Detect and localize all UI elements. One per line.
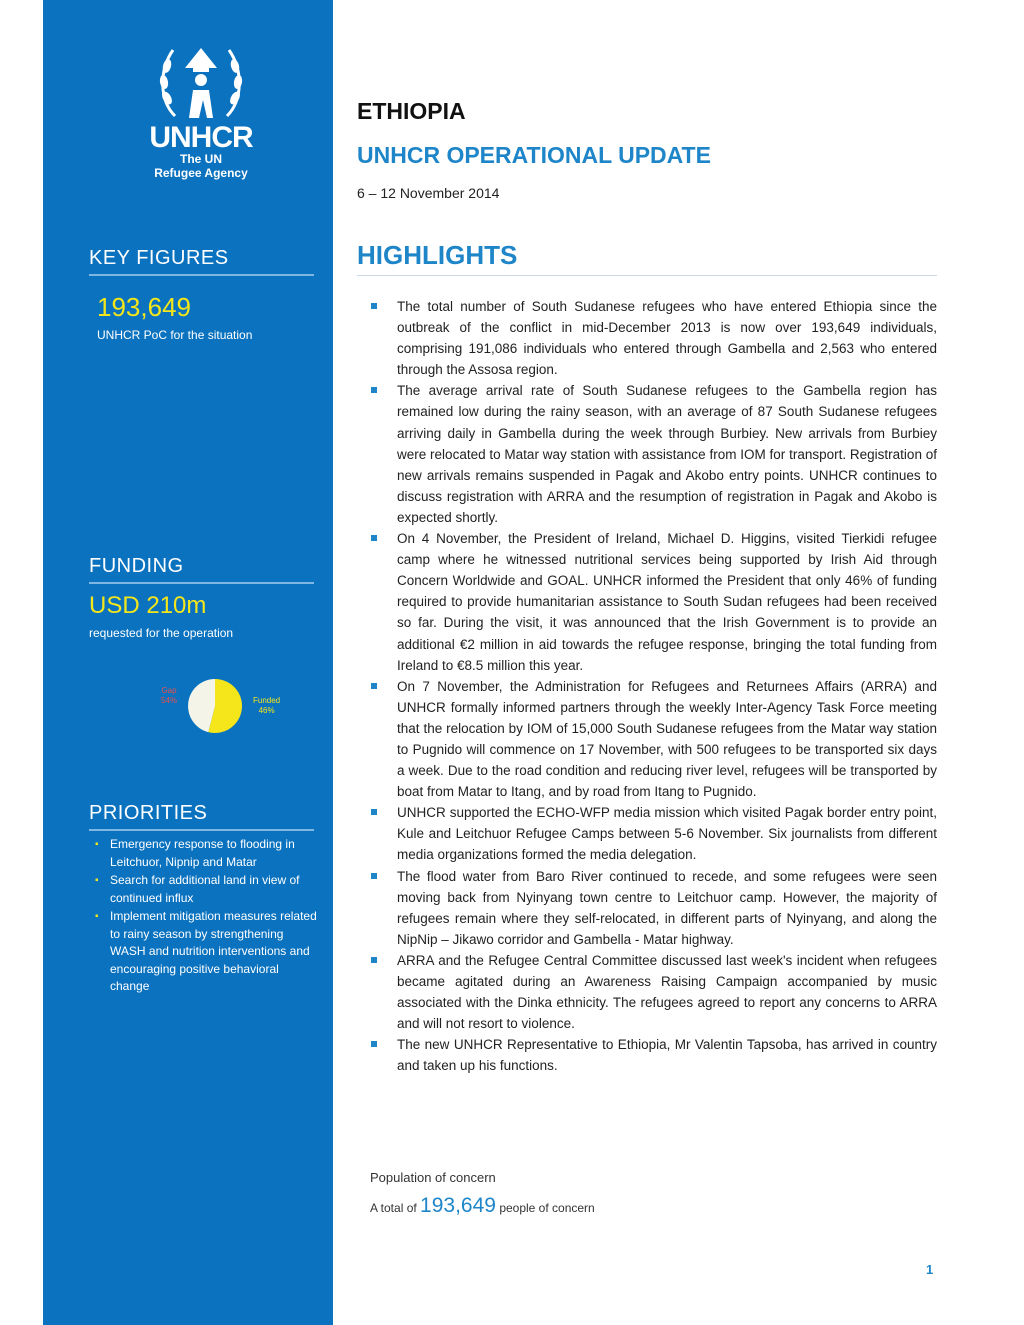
priority-item: ▪ Emergency response to flooding in Leitchuor, Nipnip and Matar: [93, 836, 318, 871]
highlight-item: ARRA and the Refugee Central Committee discussed last week's incident when refugees became agitated during an Awareness Raising Campaign accompanied by music associated with the Dinka ethnicity. The refugees agreed to report any concerns to ARRA and will not resort to violence.: [369, 950, 937, 1034]
pie-svg: [185, 676, 245, 736]
funding-caption: requested for the operation: [89, 626, 234, 640]
highlight-item: The average arrival rate of South Sudanese refugees to the Gambella region has remained low during the rainy season, with an average of 87 South Sudanese refugees arriving daily in Gambella during the week through Burbiey. New arrivals from Burbiey were relocated to Matar way station with assistance from IOM for transport. Registration of new arrivals remains suspended in Pagak and Akobo entry points. UNHCR continues to discuss registration with ARRA and the resumption of registration in Pagak and Akobo is expected shortly.: [369, 380, 937, 528]
priorities-heading: PRIORITIES: [89, 802, 314, 831]
highlight-item: On 4 November, the President of Ireland, Michael D. Higgins, visited Tierkidi refugee camp where he witnessed nutritional services being supported by Irish Aid through Concern Worldwide and GOAL. UNHCR informed the President that only 46% of funding required to provide humanitarian assistance to South Sudan refugees had been received so far. During the visit, it was announced that the Irish Government is to provide an additional €2 million in aid towards the refugee response, bringing the total funding from Ireland to €8.5 million this year.: [369, 528, 937, 676]
unhcr-logo: [141, 42, 261, 182]
pie-label-funded: [253, 696, 280, 716]
key-figure-caption: UNHCR PoC for the situation: [97, 328, 253, 342]
pie-label-funded-name: Funded: [253, 696, 281, 705]
sidebar: [43, 0, 333, 1325]
key-figures-heading: KEY FIGURES: [89, 247, 314, 276]
logo-subtitle-line1: The UN: [180, 152, 222, 166]
funding-pie-chart: [161, 676, 321, 736]
population-prefix: A total of: [370, 1201, 417, 1215]
highlight-item: The flood water from Baro River continued to recede, and some refugees were seen moving back from Nyinyang town centre to Leitchuor camp. However, the majority of refugees remain where they self-relocated, in different parts of Nyinyang, and along the NipNip – Jikawo corridor and Gambella - Matar highway.: [369, 866, 937, 950]
pie-label-gap-name: Gap: [161, 686, 177, 695]
pie-label-gap: [161, 686, 177, 706]
key-figure-value: 193,649: [97, 292, 191, 322]
priority-item: ▪ Search for additional land in view of continued influx: [93, 872, 318, 907]
population-line: [370, 1194, 595, 1218]
pie-label-funded-value: 46%: [258, 706, 275, 715]
pie-label-gap-value: 54%: [161, 696, 178, 705]
highlights-heading: HIGHLIGHTS: [357, 240, 937, 276]
funding-value: USD 210m: [89, 592, 207, 619]
page-number: 1: [926, 1262, 934, 1277]
highlight-item: UNHCR supported the ECHO-WFP media mission which visited Pagak border entry point, Kule and Leitchuor Refugee Camps between 5-6 November. Six journalists from different media organizations formed the media delegation.: [369, 802, 937, 865]
highlight-item: The total number of South Sudanese refugees who have entered Ethiopia since the outbreak of the conflict in mid-December 2013 is now over 193,649 individuals, comprising 191,086 individuals who entered through Gambella and 2,563 who entered through the Assosa region.: [369, 296, 937, 380]
highlight-item: The new UNHCR Representative to Ethiopia, Mr Valentin Tapsoba, has arrived in country and taken up his functions.: [369, 1034, 937, 1076]
country-title: ETHIOPIA: [357, 98, 466, 124]
priority-item: ▪ Implement mitigation measures related to rainy season by strengthening WASH and nutrition interventions and encouraging positive behavioral change: [93, 908, 318, 996]
report-date: 6 – 12 November 2014: [357, 185, 500, 201]
logo-wordmark: UNHCR: [149, 121, 253, 154]
priorities-list: [93, 836, 318, 997]
unhcr-emblem-icon: [155, 42, 247, 122]
highlights-list: [369, 296, 937, 1076]
highlight-item: On 7 November, the Administration for Refugees and Returnees Affairs (ARRA) and UNHCR formally informed partners through the weekly Inter-Agency Task Force meeting that the relocation by IOM of 15,000 South Sudanese refugees from the Matar way station to Pugnido will commence on 17 November, with 500 refugees to be transported six days a week. Due to the road condition and reducing river level, refugees will be transported by boat from Matar to Itang, and by road from Itang to Pugnido.: [369, 676, 937, 803]
report-title: UNHCR OPERATIONAL UPDATE: [357, 142, 711, 168]
funding-heading: FUNDING: [89, 555, 314, 584]
population-heading: Population of concern: [370, 1170, 496, 1185]
population-value: 193,649: [420, 1194, 496, 1217]
population-suffix: people of concern: [499, 1201, 595, 1215]
logo-subtitle-line2: Refugee Agency: [154, 166, 248, 180]
